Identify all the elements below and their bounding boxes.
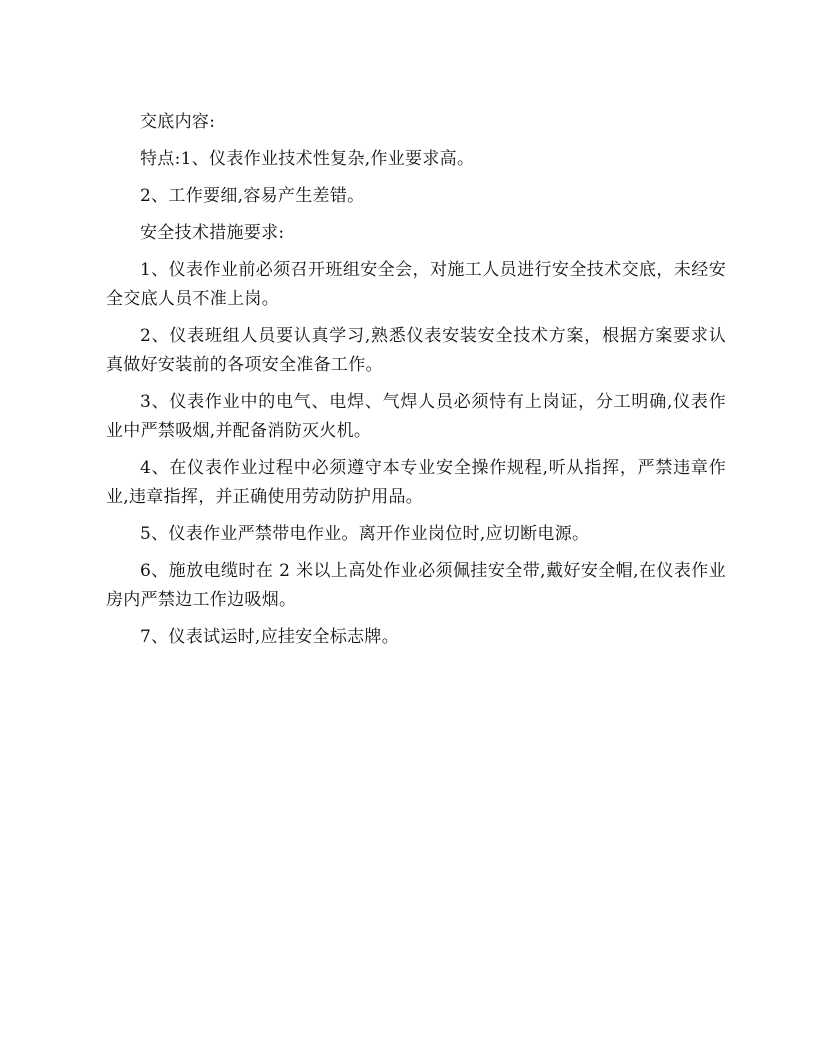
safety-item-5: 5、仪表作业严禁带电作业。离开作业岗位时,应切断电源。	[140, 524, 590, 544]
safety-item-2: 2、仪表班组人员要认真学习,熟悉仪表安装安全技术方案，根据方案要求认真做好安装前的各项安全准备工作。	[106, 326, 726, 375]
safety-item-1: 1、仪表作业前必须召开班组安全会，对施工人员进行安全技术交底，未经安全交底人员不准上岗。	[106, 260, 726, 309]
section-heading-safety: 安全技术措施要求:	[140, 223, 285, 243]
document-body	[106, 108, 726, 660]
safety-item-7: 7、仪表试运时,应挂安全标志牌。	[140, 627, 400, 647]
feature-item-1: 特点:1、仪表作业技术性复杂,作业要求高。	[140, 149, 475, 169]
feature-item-2: 2、工作要细,容易产生差错。	[140, 186, 365, 206]
section-heading-content: 交底内容:	[140, 112, 216, 132]
safety-item-4: 4、在仪表作业过程中必须遵守本专业安全操作规程,听从指挥，严禁违章作业,违章指挥，并正确使用劳动防护用品。	[106, 458, 726, 507]
safety-item-3: 3、仪表作业中的电气、电焊、气焊人员必须恃有上岗证，分工明确,仪表作业中严禁吸烟,并配备消防灭火机。	[106, 392, 726, 441]
safety-item-6: 6、施放电缆时在 2 米以上高处作业必须佩挂安全带,戴好安全帽,在仪表作业房内严禁边工作边吸烟。	[106, 561, 726, 610]
